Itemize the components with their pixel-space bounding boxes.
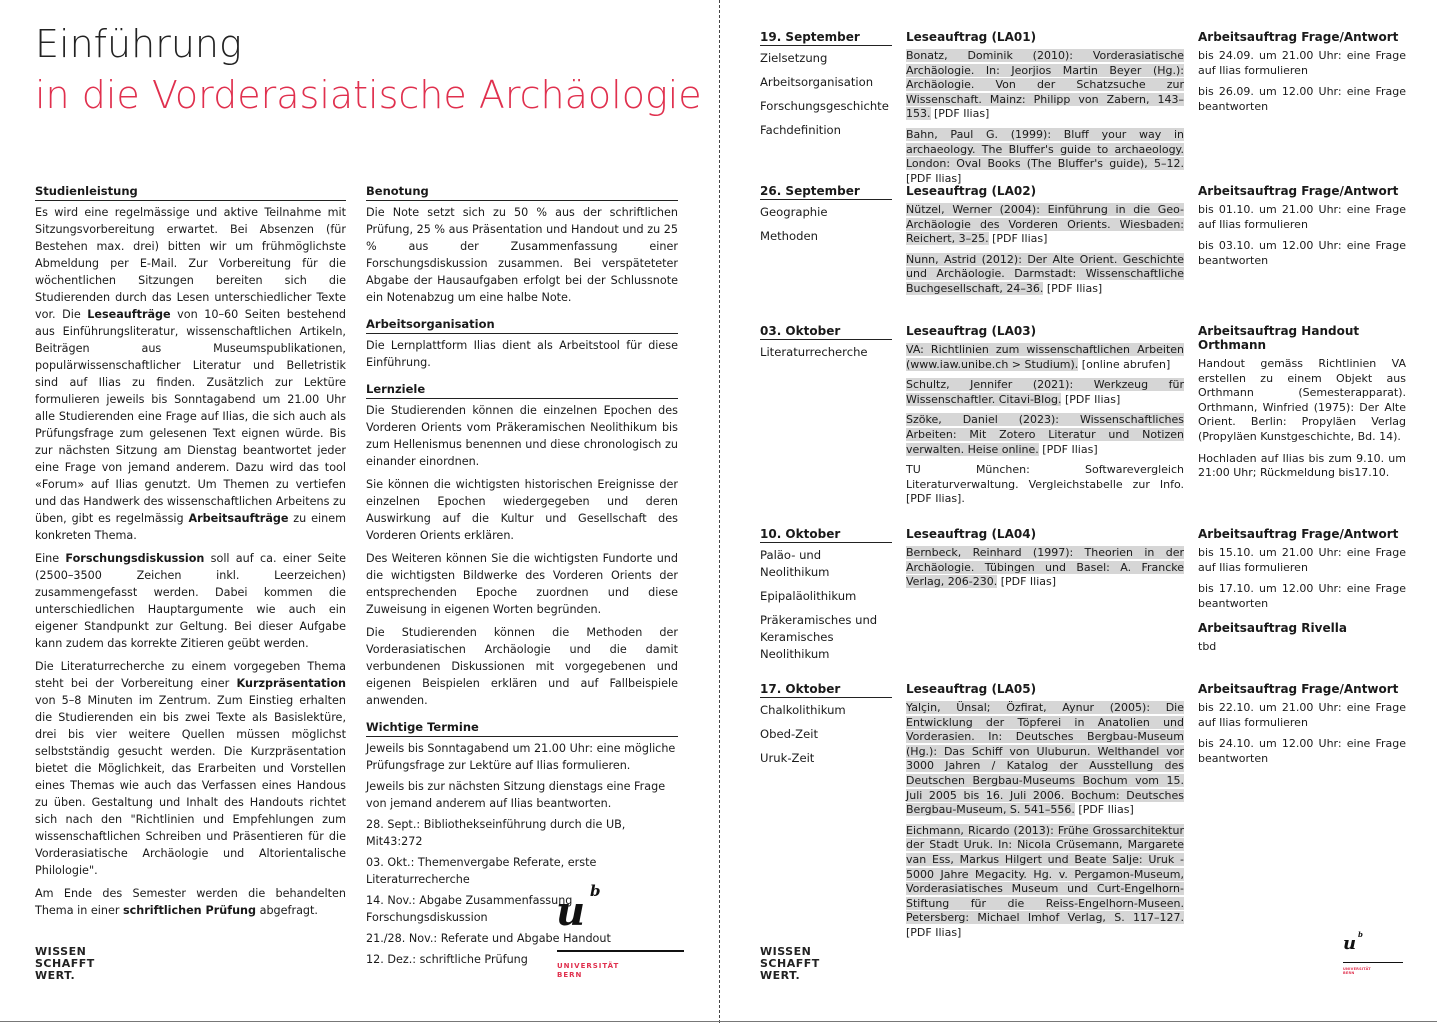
reference-item: [906, 343, 1184, 372]
termin-item: 28. Sept.: Bibliothekseinführung durch die UB, Mit43:272: [366, 818, 626, 848]
arbeitsauftrag-item: bis 24.10. um 12.00 Uhr: eine Frage beantworten: [1198, 737, 1406, 765]
reference-citation: Nunn, Astrid (2012): Der Alte Orient. Geschichte und Archäologie. Darmstadt: Wissenschaftliche Buchgesellschaft, 24–36.: [906, 252, 1184, 295]
universitaet-bern-small-text: UNIVERSITÄT BERN: [1343, 967, 1371, 975]
arbeitsauftrag-heading: Arbeitsauftrag Rivella: [1198, 621, 1347, 636]
wissen-schafft-wert-logo-left: WISSEN SCHAFFT WERT.: [35, 945, 95, 982]
unibe-logo-u: u: [556, 888, 586, 935]
reference-citation: Bahn, Paul G. (1999): Bluff your way in archaeology. The Bluffer's guide to archaeology. London: Oval Books (The Bluffer's guide), 5–12.: [906, 127, 1184, 171]
pruefung-paragraph: Am Ende des Semester werden die behandelten Thema in einer schriftlichen Prüfung abgefragt.: [35, 887, 346, 917]
reference-item: [906, 253, 1184, 297]
termine-list: [366, 740, 678, 968]
page-title-line2: in die Vorderasiatische Archäologie: [35, 73, 702, 117]
reference-item: [906, 824, 1184, 941]
arbeitsauftrag-item: bis 01.10. um 21.00 Uhr: eine Frage auf Ilias formulieren: [1198, 203, 1406, 231]
arbeitsauftrag-heading: Arbeitsauftrag Frage/Antwort: [1198, 30, 1399, 44]
leseauftrag-heading: Leseauftrag (LA03): [906, 324, 1037, 338]
reference-source-link[interactable]: [PDF Ilias]: [906, 925, 962, 939]
arbeitsauftrag-item: bis 26.09. um 12.00 Uhr: eine Frage beantworten: [1198, 85, 1406, 113]
unibe-logo-small-u: u: [1343, 933, 1357, 954]
page-fold-line: [719, 0, 720, 1023]
reference-source-link[interactable]: [PDF Ilias]: [930, 107, 990, 121]
arbeitsauftrag-item: bis 22.10. um 21.00 Uhr: eine Frage auf Ilias formulieren: [1198, 701, 1406, 729]
session-topic: Präkeramisches und Keramisches Neolithikum: [760, 613, 878, 661]
arbeitsauftrag: [1198, 682, 1406, 773]
session-topic: Chalkolithikum: [760, 703, 846, 717]
reference-item: [906, 701, 1184, 818]
session-date: 17. Oktober: [760, 682, 892, 698]
leseauftrag: [906, 682, 1184, 947]
arbeitsauftrag-item: bis 03.10. um 12.00 Uhr: eine Frage beantworten: [1198, 239, 1406, 267]
reference-item: [906, 49, 1184, 122]
reference-citation: Yalçin, Ünsal; Özfirat, Aynur (2005): Die Entwicklung der Töpferei in Anatolien und Vorderasien. In: Deutsches Bergbau-Museum (Hg.): Das Schiff von Uluburun. Welthandel vor 3000 Jahren / Katalog der Ausstellung des Deutschen Bergbau-Museums Bochum vom 15. Juli 2005 bis 16. Juli 2006. Bochum: Deutsches Bergbau-Museum, S. 541–556.: [906, 701, 1184, 817]
leseauftrag-heading: Leseauftrag (LA01): [906, 30, 1037, 44]
termin-item: Jeweils bis Sonntagabend um 21.00 Uhr: eine mögliche Prüfungsfrage zur Lektüre auf Ilias formulieren.: [366, 742, 676, 772]
reference-source-link[interactable]: TU München: Softwarevergleich Literaturverwaltung. Vergleichstabelle zur Info. [PDF Ilias].: [906, 463, 1184, 506]
reference-source-link[interactable]: [PDF Ilias]: [1043, 281, 1103, 295]
session-topics: [760, 204, 894, 252]
session-topic: Obed-Zeit: [760, 727, 819, 741]
leseauftrag-heading: Leseauftrag (LA02): [906, 184, 1037, 198]
reference-source-link[interactable]: [PDF Ilias]: [997, 575, 1057, 589]
arbeitsauftrag: [1198, 324, 1406, 488]
forschungsdiskussion-paragraph: Eine Forschungsdiskussion soll auf ca. einer Seite (2500–3500 Zeichen inkl. Leerzeichen) zusammengefasst werden. Dabei kommen die unterschiedlichen Hauptargumente wie auch ein eigener Standpunkt zur Geltung. Bei dieser Aufgabe kann zudem das korrekte Zitieren geübt werden.: [35, 552, 346, 650]
arbeitsauftrag: [1198, 527, 1406, 662]
arbeitsauftrag-heading: Arbeitsauftrag Frage/Antwort: [1198, 682, 1399, 696]
arbeitsauftrag-item: bis 17.10. um 12.00 Uhr: eine Frage beantworten: [1198, 582, 1406, 610]
reference-citation: Bernbeck, Reinhard (1997): Theorien in der Archäologie. Tübingen und Basel: A. Francke Verlag, 206-230.: [906, 546, 1184, 589]
reference-item: [906, 378, 1184, 407]
lernziel-item: Des Weiteren können Sie die wichtigsten Fundorte und die wichtigsten Bildwerke des Vorderen Orients der entsprechenden Epoche zuordnen und diese Zuweisung in eigenen Worten begründen.: [366, 552, 678, 616]
session-topic: Forschungsgeschichte: [760, 99, 889, 113]
studienleistung-heading: Studienleistung: [35, 183, 346, 201]
unibe-logo-bar: [557, 950, 684, 952]
arbeitsauftrag-item: Handout gemäss Richtlinien VA erstellen zu einem Objekt aus Orthmann (Semesterapparat). Orthmann, Winfried (1975): Der Alte Orient. Berlin: Propyläen Verlag (Propyläen Kunstgeschichte, Bd. 14).: [1198, 357, 1406, 443]
unibe-logo-small-bar: [1343, 962, 1403, 963]
leseauftrag: [906, 30, 1184, 192]
termin-item: 14. Nov.: Abgabe Zusammenfassung Forschungsdiskussion: [366, 894, 573, 924]
reference-item: [906, 128, 1184, 186]
lernziele-heading: Lernziele: [366, 381, 678, 399]
session-topic: Literaturrecherche: [760, 345, 868, 359]
session-date: 10. Oktober: [760, 527, 892, 543]
wissen-schafft-wert-logo-right: WISSEN SCHAFFT WERT.: [760, 945, 820, 982]
reference-item: [906, 203, 1184, 247]
reference-citation: Szöke, Daniel (2023): Wissenschaftliches Arbeiten: Mit Zotero Literatur und Notizen verwalten. Heise online.: [906, 413, 1184, 456]
studienleistung-section: [35, 183, 346, 925]
session-topic: Geographie: [760, 205, 828, 219]
lernziele-list: [366, 402, 678, 709]
benotung-text: Die Note setzt sich zu 50 % aus der schriftlichen Prüfung, 25 % aus Präsentation und Handout und zu 25 % aus der Zusammenfassung einer Forschungsdiskussion zusammen. Bei verspäteteter Abgabe der Hausaufgaben erfolgt bei der Schlussnote ein Notenabzug um eine halbe Note.: [366, 206, 678, 304]
session-date: 03. Oktober: [760, 324, 892, 340]
session-topic: Methoden: [760, 229, 818, 243]
reference-citation: Eichmann, Ricardo (2013): Frühe Grossarchitektur der Stadt Uruk. In: Nicola Crüsemann, Margarete van Ess, Markus Hilgert und Beate Salje: Uruk - 5000 Jahre Megacity. Hg. v. Pergamon-Museum, Vorderasiatisches Museum und Curt-Engelhorn-Stiftung für die Reiss-Engelhorn-Museen. Petersberg: Michael Imhof Verlag, S. 117–127.: [906, 823, 1184, 925]
termin-item: 12. Dez.: schriftliche Prüfung: [366, 953, 528, 966]
leseauftrag: [906, 527, 1184, 596]
benotung-heading: Benotung: [366, 183, 678, 201]
unibe-logo-small-b: b: [1358, 930, 1363, 939]
leseauftrag-heading: Leseauftrag (LA04): [906, 527, 1037, 541]
middle-column: [366, 183, 678, 972]
session-topics: [760, 344, 894, 368]
lernziel-item: Sie können die wichtigsten historischen Ereignisse der einzelnen Epochen wiedergegeben und deren Auswirkung auf die Kultur und Gesellschaft des Vorderen Orients erklären.: [366, 478, 678, 542]
arbeitsauftrag-item: bis 24.09. um 21.00 Uhr: eine Frage auf Ilias formulieren: [1198, 49, 1406, 77]
session-topics: [760, 50, 894, 146]
arbeitsauftrag: [1198, 184, 1406, 275]
session-topic: Fachdefinition: [760, 123, 842, 137]
session-date: 26. September: [760, 184, 892, 200]
termin-item: 03. Okt.: Themenvergabe Referate, erste Literaturrecherche: [366, 856, 597, 886]
termine-heading: Wichtige Termine: [366, 719, 678, 737]
reference-source-link[interactable]: [PDF Ilias]: [906, 171, 962, 185]
lernziel-item: Die Studierenden können die einzelnen Epochen des Vorderen Orients vom Präkeramischen Neolithikum bis zum Hellenismus benennen und diese chronologisch zu einander einordnen.: [366, 404, 678, 468]
reference-source-link[interactable]: [PDF Ilias]: [1061, 392, 1121, 406]
session-topic: Paläo- und Neolithikum: [760, 548, 830, 579]
arbeitsauftrag-heading: Arbeitsauftrag Frage/Antwort: [1198, 527, 1399, 541]
leseauftrag-heading: Leseauftrag (LA05): [906, 682, 1037, 696]
reference-source-link[interactable]: [PDF Ilias]: [1074, 803, 1134, 817]
session-topics: [760, 547, 894, 670]
reference-citation: VA: Richtlinien zum wissenschaftlichen Arbeiten (www.iaw.unibe.ch > Studium).: [906, 343, 1184, 371]
arbeitsauftrag: [1198, 30, 1406, 121]
session-date: 19. September: [760, 30, 892, 46]
arbeitsauftrag-heading: Arbeitsauftrag Handout Orthmann: [1198, 324, 1360, 352]
session-topic: Epipaläolithikum: [760, 589, 857, 603]
kurzpraesentation-paragraph: Die Literaturrecherche zu einem vorgegeben Thema steht bei der Vorbereitung einer Kurzpräsentation von 5–8 Minuten im Zentrum. Zum Einstieg erhalten die Studierenden ein bis zwei Texte als Basislektüre, drei bis vier weitere Quellen müssen möglichst selbstständig gesucht werden. Die Kurzpräsentation bietet die Möglichkeit, das Erarbeiten und Vorstellen eines Themas wie auch das Verfassen eines Handous zu üben. Gestaltung und Inhalt des Handouts richtet sich nach den "Richtlinien und Empfehlungen zum wissenschaftlichen Schreiben und Präsentieren für die Vorderasiatische Archäologie und Altorientalische Philologie".: [35, 660, 346, 877]
leseauftrag: [906, 324, 1184, 513]
reference-citation: Nützel, Werner (2004): Einführung in die Geo-Archäologie des Vorderen Orients. Wiesbaden: Reichert, 3–25.: [906, 203, 1184, 246]
lernziel-item: Die Studierenden können die Methoden der Vorderasiatischen Archäologie und die damit verbundenen Diskussionen mit vorgegebenen und eigenen Beispielen erklären und auf Fallbeispiele anwenden.: [366, 626, 678, 707]
universitaet-bern-text: UNIVERSITÄT BERN: [557, 962, 620, 979]
arbeitsauftrag-item: Hochladen auf Ilias bis zum 9.10. um 21:00 Uhr; Rückmeldung bis17.10.: [1198, 451, 1406, 480]
reference-item: [906, 413, 1184, 457]
arbeitsauftrag-item: tbd: [1198, 640, 1217, 654]
reference-item: [906, 463, 1184, 507]
studienleistung-paragraph: Es wird eine regelmässige und aktive Teilnahme mit Sitzungsvorbereitung erwartet. Bei Absenzen (für Bestehen max. drei) bitten wir um frühmöglichste Abmeldung per E-Mail. Zur Vorbereitung für die wöchentlichen Sitzungen bereiten sich die Studierenden durch das Lesen unterschiedlicher Texte vor. Die Leseaufträge von 10–60 Seiten bestehend aus Einführungsliteratur, wissenschaftlichen Artikeln, Beiträgen aus Museumspublikationen, populärwissenschaftlicher Literatur und Belletristik sind auf Ilias zu finden. Zusätzlich zur Lektüre formulieren jeweils bis Sonntagabend um 21.00 Uhr alle Studierenden eine Frage auf Ilias, die sich auch als Prüfungsfrage zum gelesenen Text eignen würde. Bis zur nächsten Sitzung am Dienstag beantwortet jeder eine Frage von jemand anderem. Dazu wird das tool «Forum» auf Ilias genutzt. Um Themen zu vertiefen und das Handwerk des wissenschaftlichen Arbeitens zu üben, gibt es regelmässig Arbeitsaufträge zu einem konkreten Thema.: [35, 206, 347, 542]
reference-source-link[interactable]: [PDF Ilias]: [1038, 442, 1098, 456]
session-topic: Uruk-Zeit: [760, 751, 815, 765]
page-title-line1: Einführung: [35, 22, 242, 66]
arbeitsorganisation-text: Die Lernplattform Ilias dient als Arbeitstool für diese Einführung.: [366, 339, 678, 369]
bottom-rule: [0, 1021, 1437, 1022]
reference-source-link[interactable]: [PDF Ilias]: [988, 232, 1048, 246]
arbeitsauftrag-heading: Arbeitsauftrag Frage/Antwort: [1198, 184, 1399, 198]
arbeitsorganisation-heading: Arbeitsorganisation: [366, 316, 678, 334]
reference-source-link[interactable]: [online abrufen]: [1078, 357, 1171, 371]
session-topic: Zielsetzung: [760, 51, 828, 65]
reference-citation: Bonatz, Dominik (2010): Vorderasiatische Archäologie. In: Jeorjios Martin Beyer (Hg.): Archäologie. Von der Schatzsuche zur Wissenschaft. Mainz: Philipp von Zabern, 143–153.: [906, 49, 1184, 121]
termin-item: 21./28. Nov.: Referate und Abgabe Handout: [366, 932, 611, 945]
session-topic: Arbeitsorganisation: [760, 75, 874, 89]
session-topics: [760, 702, 894, 774]
unibe-logo-b: b: [590, 882, 601, 900]
leseauftrag: [906, 184, 1184, 303]
reference-item: [906, 546, 1184, 590]
termin-item: Jeweils bis zur nächsten Sitzung dienstags eine Frage von jemand anderem auf Ilias beantworten.: [366, 780, 666, 810]
reference-citation: Schultz, Jennifer (2021): Werkzeug für Wissenschaftler. Citavi-Blog.: [906, 378, 1184, 406]
arbeitsauftrag-item: bis 15.10. um 21.00 Uhr: eine Frage auf Ilias formulieren: [1198, 546, 1406, 574]
